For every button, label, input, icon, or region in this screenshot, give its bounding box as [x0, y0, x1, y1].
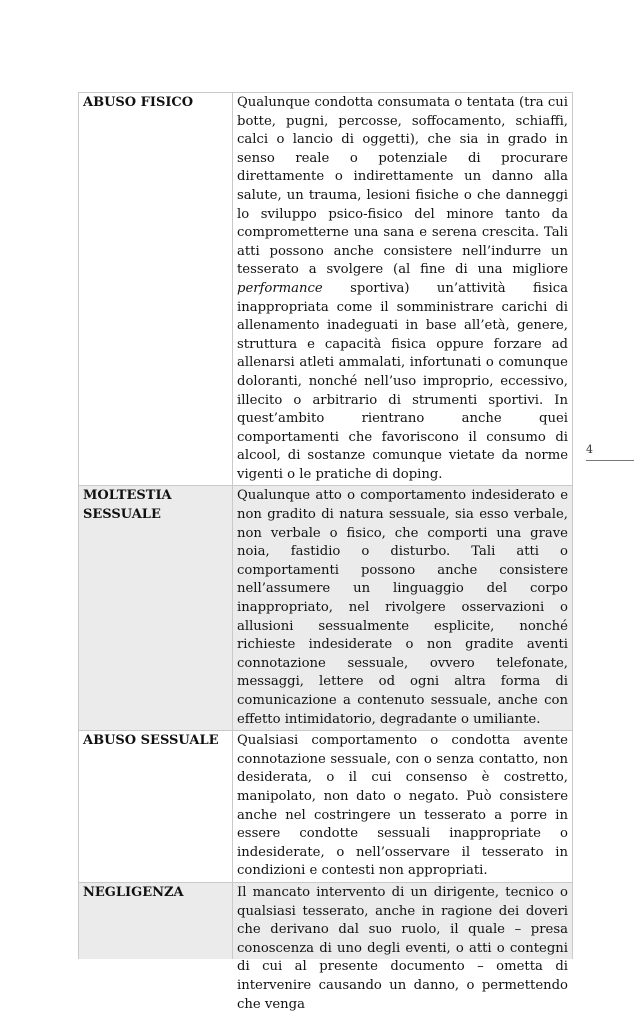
- definition-clip: Il mancato intervento di un dirigente, tecnico o qualsiasi tesserato, anche in ragione dei doveri che derivano dal suo ruolo, il quale – presa conoscenza di uno degli eventi, o atti o contegni di cui al presente documento – ometta di intervenire causando un danno, o permettendo che venga: [237, 884, 568, 1012]
- table-row: [79, 93, 573, 486]
- term-cell: NEGLIGENZA: [79, 882, 233, 959]
- definition-cell: [233, 882, 573, 1012]
- definition-cell: [233, 93, 573, 486]
- definition-cell: Qualunque atto o comportamento indesiderato e non gradito di natura sessuale, sia esso verbale, non verbale o fisico, che comporti una grave noia, fastidio o disturbo. Tali atti o comportamenti possono anche consistere nell’assumere un linguaggio del corpo inappropriato, nel rivolgere osservazioni o allusioni sessualmente esplicite, nonché richieste indesiderate o non gradite aventi connotazione sessuale, ovvero telefonate, messaggi, lettere od ogni altra forma di comunicazione a contenuto sessuale, anche con effetto intimidatorio, degradante o umiliante.: [233, 486, 573, 731]
- definition-cell: Qualsiasi comportamento o condotta avente connotazione sessuale, con o senza contatto, non desiderata, o il cui consenso è costretto, manipolato, non dato o negato. Può consistere anche nel costringere un tesserato a porre in essere condotte sessuali inappropriate o indesiderate, o nell’osservare il tesserato in condizioni e contesti non appropriati.: [233, 731, 573, 883]
- page-number-rule: [586, 460, 634, 461]
- term-cell: ABUSO FISICO: [79, 93, 233, 486]
- definition-text: Qualunque condotta consumata o tentata (tra cui botte, pugni, percosse, soffocamento, schiaffi, calci o lancio di oggetti), che sia in grado in senso reale o potenziale di procurare direttamente o indirettamente un danno alla salute, un trauma, lesioni fisiche o che danneggi lo sviluppo psico-fisico del minore tanto da comprometterne una sana e serena crescita. Tali atti possono anche consistere nell’indurre un tesserato a svolgere (al fine di una migliore: [237, 95, 568, 278]
- term-cell: ABUSO SESSUALE: [79, 731, 233, 883]
- table-row: [79, 882, 573, 959]
- table-row: [79, 731, 573, 883]
- definitions-table: [78, 92, 573, 1012]
- term-cell: MOLTESTIA SESSUALE: [79, 486, 233, 731]
- page-number: 4: [586, 443, 593, 456]
- table-row: [79, 486, 573, 731]
- definition-emphasis: performance: [237, 280, 323, 296]
- definition-text: sportiva) un’attività fisica inappropriata come il somministrare carichi di allenamento inadeguati in base all’età, genere, struttura e capacità fisica oppure forzare ad allenarsi atleti ammalati, infortunati o comunque doloranti, nonché nell’uso improprio, eccessivo, illecito o arbitrario di strumenti sportivi. In quest’ambito rientrano anche quei comportamenti che favoriscono il consumo di alcool, di sostanze comunque vietate da norme vigenti o le pratiche di doping.: [237, 280, 568, 482]
